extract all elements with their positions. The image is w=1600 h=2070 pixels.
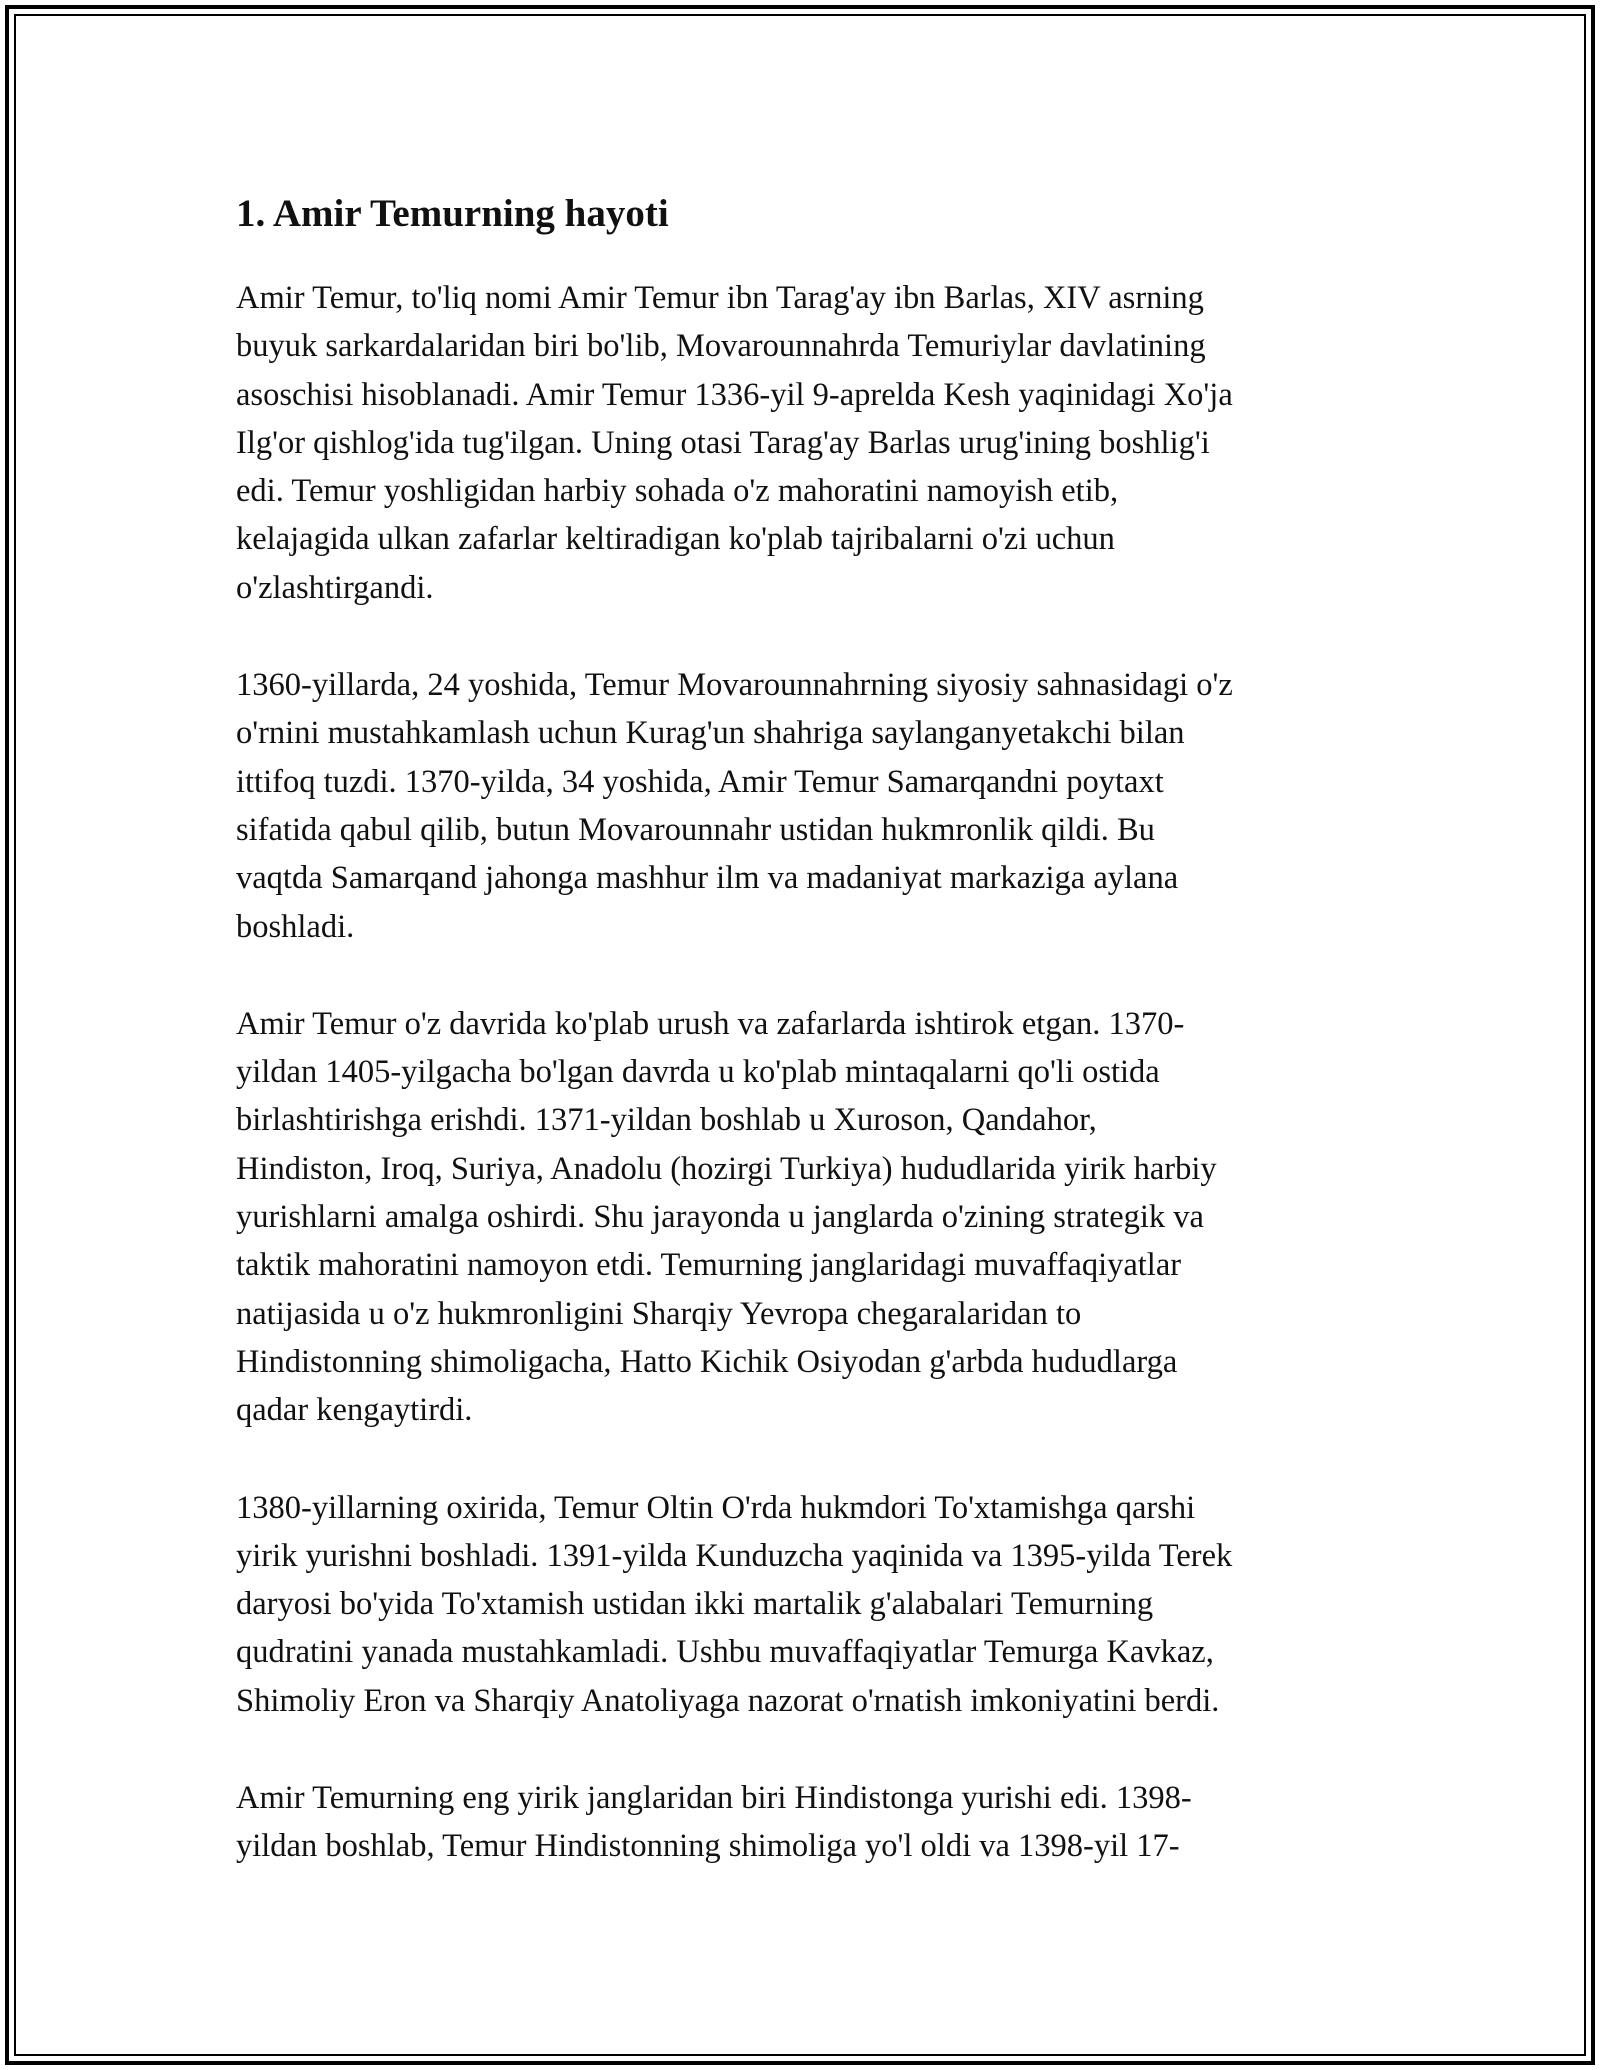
document-body — [236, 186, 1386, 1920]
paragraph-4: 1380-yillarning oxirida, Temur Oltin O'rda hukmdori To'xtamishga qarshi yirik yurishni boshladi. 1391-yilda Kunduzcha yaqinida va 1395-yilda Terek daryosi bo'yida To'xtamish ustidan ikki martalik g'alabalari Temurning qudratini yanada mustahkamladi. Ushbu muvaffaqiyatlar Temurga Kavkaz, Shimoliy Eron va Sharqiy Anatoliyaga nazorat o'rnatish imkoniyatini berdi. — [236, 1489, 1233, 1719]
paragraph-1: Amir Temur, to'liq nomi Amir Temur ibn Tarag'ay ibn Barlas, XIV asrning buyuk sarkardalaridan biri bo'lib, Movarounnahrda Temuriylar davlatining asoschisi hisoblanadi. Amir Temur 1336-yil 9-aprelda Kesh yaqinidagi Xo'ja Ilg'or qishlog'ida tug'ilgan. Uning otasi Tarag'ay Barlas urug'ining boshlig'i edi. Temur yoshligidan harbiy sohada o'z mahoratini namoyish etib, kelajagida ulkan zafarlar keltiradigan ko'plab tajribalarni o'zi uchun o'zlashtirgandi. — [236, 280, 1233, 606]
section-title: 1. Amir Temurning hayoti — [236, 192, 669, 235]
paragraph-5: Amir Temurning eng yirik janglaridan biri Hindistonga yurishi edi. 1398- yildan boshlab, Temur Hindistonning shimoliga yo'l oldi va 1398-yil 17- — [236, 1780, 1192, 1865]
paragraph-2: 1360-yillarda, 24 yoshida, Temur Movarounnahrning siyosiy sahnasidagi o'z o'rnini mustahkamlash uchun Kurag'un shahriga saylanganyetakchi bilan ittifoq tuzdi. 1370-yilda, 34 yoshida, Amir Temur Samarqandni poytaxt sifatida qabul qilib, butun Movarounnahr ustidan hukmronlik qildi. Bu vaqtda Samarqand jahonga mashhur ilm va madaniyat markaziga aylana boshladi. — [236, 667, 1233, 945]
paragraph-3: Amir Temur o'z davrida ko'plab urush va zafarlarda ishtirok etgan. 1370- yildan 1405-yilgacha bo'lgan davrda u ko'plab mintaqalarni qo'li ostida birlashtirishga erishdi. 1371-yildan boshlab u Xuroson, Qandahor, Hindiston, Iroq, Suriya, Anadolu (hozirgi Turkiya) hududlarida yirik harbiy yurishlarni amalga oshirdi. Shu jarayonda u janglarda o'zining strategik va taktik mahoratini namoyon etdi. Temurning janglaridagi muvaffaqiyatlar natijasida u o'z hukmronligini Sharqiy Yevropa chegaralaridan to Hindistonning shimoligacha, Hatto Kichik Osiyodan g'arbda hududlarga qadar kengaytirdi. — [236, 1005, 1217, 1429]
